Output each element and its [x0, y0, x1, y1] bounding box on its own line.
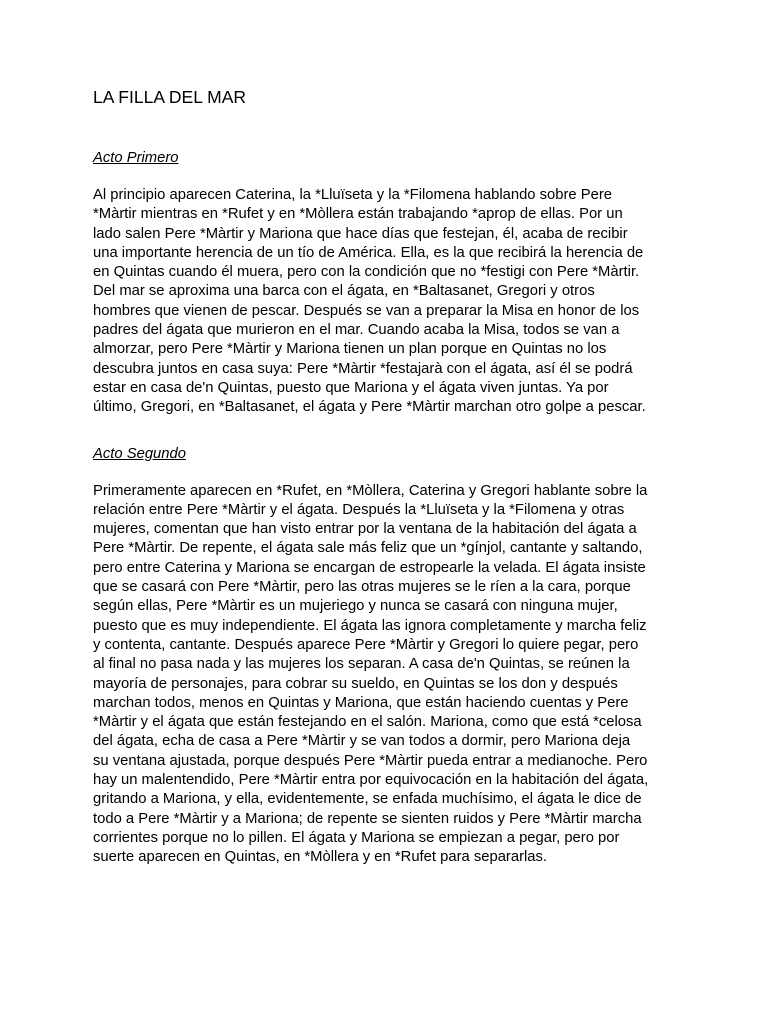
- document-title: LA FILLA DEL MAR: [93, 87, 247, 107]
- section-acto-primero: [93, 149, 683, 418]
- section-paragraph-acto-segundo: Primeramente aparecen en *Rufet, en *Mòllera, Caterina y Gregori hablante sobre la relación entre Pere *Màrtir y el ágata. Después la *Lluïseta y la *Filomena y otras mujeres, comentan que han visto entrar por la ventana de la habitación del ágata a Pere *Màrtir. De repente, el ágata sale más feliz que un *gínjol, cantante y saltando, pero entre Caterina y Mariona se encargan de estropearle la velada. El ágata insiste que se casará con Pere *Màrtir, pero las otras mujeres se le ríen a la cara, porque según ellas, Pere *Màrtir es un mujeriego y nunca se casará con ninguna mujer, puesto que es muy independiente. El ágata las ignora completamente y marcha feliz y contenta, cantante. Después aparece Pere *Màrtir y Gregori lo quiere pegar, pero al final no pasa nada y las mujeres los separan. A casa de'n Quintas, se reúnen la mayoría de personajes, para cobrar su sueldo, en Quintas se los don y después marchan todos, menos en Quintas y Mariona, que están haciendo cuentas y Pere *Màrtir y el ágata que están festejando en el salón. Mariona, como que está *celosa del ágata, echa de casa a Pere *Màrtir y se van todos a dormir, pero Mariona deja su ventana ajustada, porque después Pere *Màrtir pueda entrar a medianoche. Pero hay un malentendido, Pere *Màrtir entra por equivocación en la habitación del ágata, gritando a Mariona, y ella, evidentemente, se enfada muchísimo, el ágata le dice de todo a Pere *Màrtir y a Mariona; de repente se sienten ruidos y Pere *Màrtir marcha corrientes porque no lo pillen. El ágata y Mariona se empiezan a pegar, pero por suerte aparecen en Quintas, en *Mòllera y en *Rufet para separarlas.: [93, 482, 649, 866]
- section-heading-acto-segundo: Acto Segundo: [93, 445, 186, 462]
- document-page: [93, 86, 683, 868]
- section-heading-acto-primero: Acto Primero: [93, 150, 179, 166]
- section-paragraph-acto-primero: Al principio aparecen Caterina, la *Lluïseta y la *Filomena hablando sobre Pere *Màrtir mientras en *Rufet y en *Mòllera están trabajando *aprop de ellas. Por un lado salen Pere *Màrtir y Mariona que hace días que festejan, él, acaba de recibir una importante herencia de un tío de América. Ella, es la que recibirá la herencia de en Quintas cuando él muera, pero con la condición que no *festigi con Pere *Màrtir. Del mar se aproxima una barca con el ágata, en *Baltasanet, Gregori y otros hombres que vienen de pescar. Después se van a preparar la Misa en honor de los padres del ágata que murieron en el mar. Cuando acaba la Misa, todos se van a almorzar, pero Pere *Màrtir y Mariona tienen un plan porque en Quintas no los descubra juntos en casa suya: Pere *Màrtir *festajarà con el ágata, así él se podrá estar en casa de'n Quintas, puesto que Mariona y el ágata viven juntas. Ya por último, Gregori, en *Baltasanet, el ágata y Pere *Màrtir marchan otro golpe a pescar.: [93, 187, 646, 416]
- section-acto-segundo: [93, 445, 683, 868]
